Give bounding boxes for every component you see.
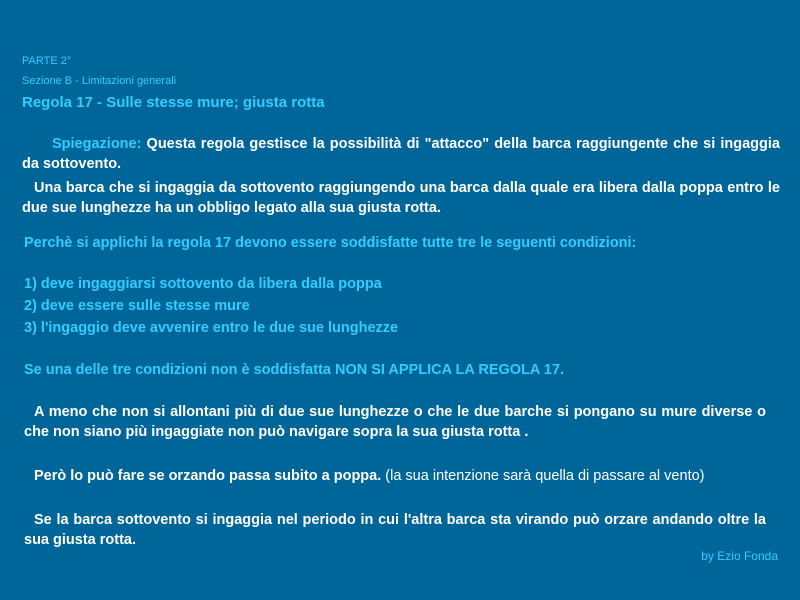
conditions-note: Se una delle tre condizioni non è soddisfatta NON SI APPLICA LA REGOLA 17. (24, 362, 565, 378)
conditions-intro: Perchè si applichi la regola 17 devono essere soddisfatte tutte tre le seguenti condizioni: (24, 235, 637, 251)
condition-item-3: 3) l'ingaggio deve avvenire entro le due sue lunghezze (24, 320, 399, 336)
body-paragraph-2 (24, 466, 766, 486)
section-label: Sezione B - Limitazioni generali (22, 75, 177, 87)
part-label: PARTE 2° (22, 55, 72, 67)
explanation-paragraph-2 (22, 178, 780, 218)
body-paragraph-2-bold: Però lo può fare se orzando passa subito a poppa. (34, 468, 382, 484)
explanation-text: Questa regola gestisce la possibilità di "attacco" della barca raggiungente che si ingaggia da sottovento. (22, 136, 780, 172)
condition-item-1: 1) deve ingaggiarsi sottovento da libera dalla poppa (24, 276, 382, 292)
body-paragraph-3 (24, 510, 766, 550)
body-paragraph-3-text: Se la barca sottovento si ingaggia nel periodo in cui l'altra barca sta virando può orzare andando oltre la sua giusta rotta. (24, 512, 766, 548)
author-credit: by Ezio Fonda (701, 549, 778, 563)
rule-title: Regola 17 - Sulle stesse mure; giusta rotta (22, 94, 325, 111)
explanation-paragraph (22, 134, 780, 174)
explanation-label: Spiegazione: (52, 136, 142, 152)
body-paragraph-2-normal: (la sua intenzione sarà quella di passare al vento) (381, 468, 705, 484)
explanation-text-2: Una barca che si ingaggia da sottovento raggiungendo una barca dalla quale era libera dalla poppa entro le due sue lunghezze ha un obbligo legato alla sua giusta rotta. (22, 180, 780, 216)
condition-item-2: 2) deve essere sulle stesse mure (24, 298, 250, 314)
body-paragraph-1-text: A meno che non si allontani più di due sue lunghezze o che le due barche si pongano su mure diverse o che non siano più ingaggiate non può navigare sopra la sua giusta rotta . (24, 404, 766, 440)
body-paragraph-1 (24, 402, 766, 442)
